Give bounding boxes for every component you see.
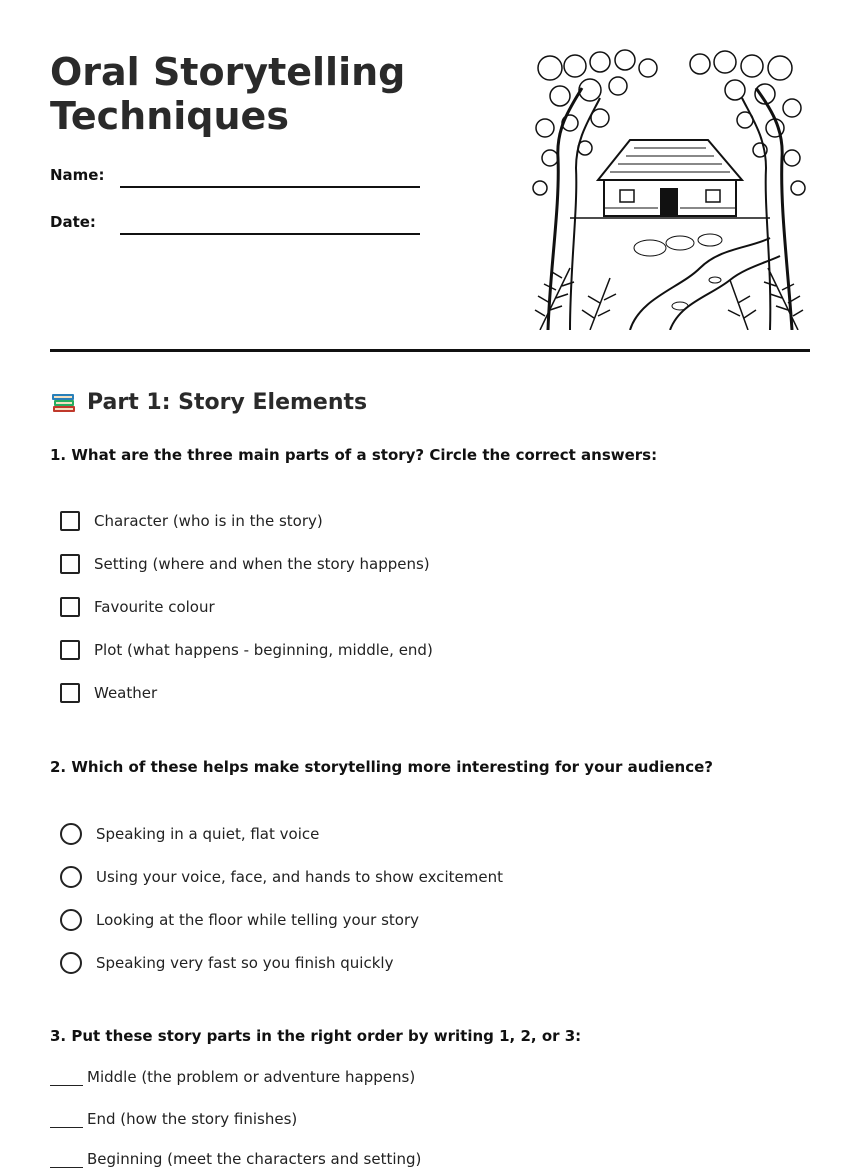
q2-option-label: Using your voice, face, and hands to show excitement bbox=[96, 868, 503, 886]
q3-item-1 bbox=[50, 1068, 415, 1086]
question-3-text: 3. Put these story parts in the right order by writing 1, 2, or 3: bbox=[50, 1027, 582, 1045]
checkbox[interactable] bbox=[60, 511, 80, 531]
q1-option-label: Character (who is in the story) bbox=[94, 512, 323, 530]
books-icon bbox=[50, 388, 78, 416]
date-label: Date: bbox=[50, 213, 96, 231]
part1-heading-text: Part 1: Story Elements bbox=[87, 389, 368, 415]
q3-item-label: Beginning (meet the characters and setting) bbox=[87, 1150, 422, 1168]
radio-button[interactable] bbox=[60, 909, 82, 931]
checkbox[interactable] bbox=[60, 554, 80, 574]
q3-item-2 bbox=[50, 1110, 297, 1128]
header-divider bbox=[50, 349, 810, 352]
name-field[interactable] bbox=[120, 186, 420, 188]
q1-option-3[interactable] bbox=[60, 597, 215, 617]
q3-item-label: End (how the story finishes) bbox=[87, 1110, 298, 1128]
q1-option-label: Favourite colour bbox=[94, 598, 215, 616]
checkbox[interactable] bbox=[60, 597, 80, 617]
q1-option-5[interactable] bbox=[60, 683, 157, 703]
q1-option-2[interactable] bbox=[60, 554, 430, 574]
checkbox[interactable] bbox=[60, 640, 80, 660]
worksheet-title: Oral Storytelling Techniques bbox=[50, 50, 406, 138]
name-label: Name: bbox=[50, 166, 105, 184]
q3-item-label: Middle (the problem or adventure happens) bbox=[87, 1068, 416, 1086]
q1-option-1[interactable] bbox=[60, 511, 323, 531]
radio-button[interactable] bbox=[60, 952, 82, 974]
q3-item-3 bbox=[50, 1150, 421, 1168]
q1-option-label: Plot (what happens - beginning, middle, end) bbox=[94, 641, 433, 659]
answer-blank[interactable] bbox=[50, 1113, 83, 1128]
part1-heading bbox=[50, 388, 367, 416]
q2-option-label: Speaking very fast so you finish quickly bbox=[96, 954, 394, 972]
q2-option-2[interactable] bbox=[60, 866, 503, 888]
q2-option-label: Speaking in a quiet, flat voice bbox=[96, 825, 320, 843]
village-hut-forest-illustration bbox=[530, 48, 808, 330]
q2-option-4[interactable] bbox=[60, 952, 393, 974]
question-1-text: 1. What are the three main parts of a story? Circle the correct answers: bbox=[50, 446, 658, 464]
radio-button[interactable] bbox=[60, 866, 82, 888]
question-2-text: 2. Which of these helps make storytelling more interesting for your audience? bbox=[50, 758, 713, 776]
q1-option-4[interactable] bbox=[60, 640, 433, 660]
checkbox[interactable] bbox=[60, 683, 80, 703]
q2-option-3[interactable] bbox=[60, 909, 419, 931]
q1-option-label: Setting (where and when the story happens) bbox=[94, 555, 430, 573]
q1-option-label: Weather bbox=[94, 684, 158, 702]
q2-option-1[interactable] bbox=[60, 823, 319, 845]
answer-blank[interactable] bbox=[50, 1071, 83, 1086]
q2-option-label: Looking at the floor while telling your story bbox=[96, 911, 419, 929]
date-field[interactable] bbox=[120, 233, 420, 235]
radio-button[interactable] bbox=[60, 823, 82, 845]
